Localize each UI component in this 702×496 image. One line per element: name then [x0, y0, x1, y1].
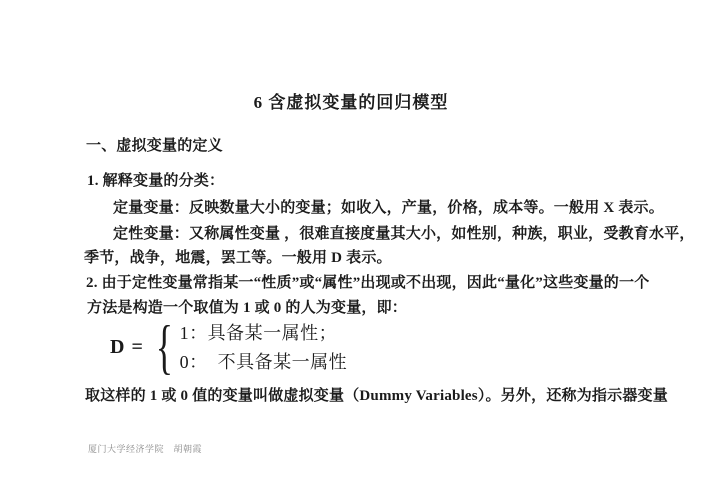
- heading-definition: 一、虚拟变量的定义: [86, 138, 223, 154]
- line-qualitative-variable-2: 季节，战争，地震，罢工等。一般用 D 表示。: [84, 250, 392, 266]
- formula-case-false: 0： 不具备某一属性: [179, 351, 348, 372]
- line-quantitative-variable: 定量变量：反映数量大小的变量；如收入，产量，价格，成本等。一般用 X 表示。: [113, 200, 664, 216]
- footer-credit: 厦门大学经济学院 胡朝霞: [88, 444, 203, 454]
- formula-left-brace: {: [155, 314, 173, 380]
- doc-title: 6 含虚拟变量的回归模型: [253, 93, 449, 112]
- line-qualitative-variable-1: 定性变量：又称属性变量 ，很难直接度量其大小，如性别，种族，职业，受教育水平，: [113, 226, 695, 242]
- formula-lhs: D =: [110, 335, 144, 358]
- line-item2-2: 方法是构造一个取值为 1 或 0 的人为变量，即：: [87, 300, 408, 316]
- line-item2-1: 2. 由于定性变量常指某一“性质”或“属性”出现或不出现，因此“量化”这些变量的一个: [86, 275, 650, 291]
- line-closing: 取这样的 1 或 0 值的变量叫做虚拟变量（Dummy Variables）。另外，还称为指示器变量: [85, 388, 668, 404]
- formula-dummy-definition: [110, 314, 348, 380]
- formula-cases: [180, 321, 348, 374]
- heading-classification: 1. 解释变量的分类：: [87, 173, 225, 189]
- formula-case-true: 1：具备某一属性；: [179, 322, 338, 343]
